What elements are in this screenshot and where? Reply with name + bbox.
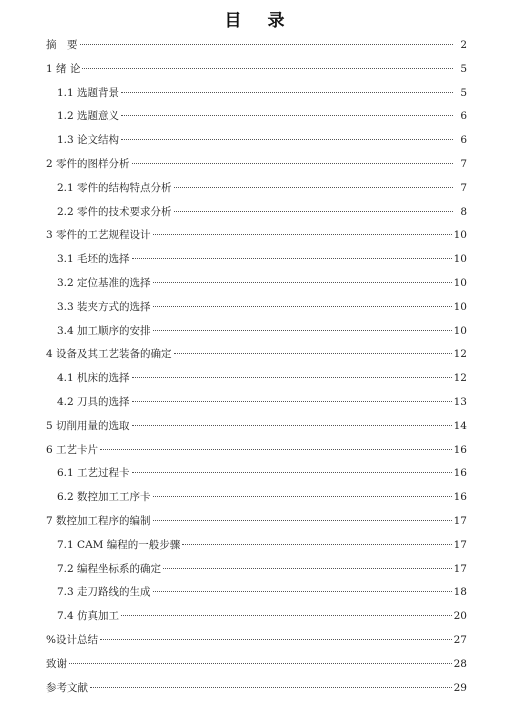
leader-dots [69, 663, 452, 664]
leader-dots [121, 615, 452, 616]
toc-entry-label: 7.3 走刀路线的生成 [57, 586, 151, 599]
toc-entry[interactable] [46, 345, 467, 363]
toc-entry-label: 3.1 毛坯的选择 [57, 253, 130, 266]
toc-entry-label: 4.1 机床的选择 [57, 372, 130, 385]
leader-dots [80, 44, 454, 45]
toc-entry-page: 5 [460, 86, 467, 99]
toc-entry-label: 参考文献 [46, 681, 88, 694]
toc-entry-page: 7 [460, 181, 467, 194]
toc-entry[interactable] [46, 631, 467, 649]
toc-entry[interactable] [57, 84, 467, 102]
toc-entry-page: 13 [453, 396, 467, 408]
leader-dots [132, 472, 452, 473]
toc-entry-page: 10 [453, 253, 467, 266]
toc-entry-label: 4.2 刀具的选择 [57, 396, 130, 408]
toc-entry[interactable] [57, 583, 467, 601]
toc-entry[interactable] [46, 155, 467, 173]
toc-entry-label: 5 切削用量的选取 [46, 419, 130, 432]
toc-entry-page: 14 [453, 419, 467, 432]
toc-entry[interactable] [57, 322, 467, 340]
leader-dots [90, 687, 452, 688]
page-title: 目 录 [224, 11, 295, 31]
toc-entry[interactable] [57, 274, 467, 292]
leader-dots [121, 139, 453, 140]
leader-dots [174, 211, 453, 212]
toc-entry[interactable] [57, 131, 467, 149]
toc-entry-label: 7.1 CAM 编程的一般步骤 [57, 538, 181, 551]
toc-entry[interactable] [57, 369, 467, 387]
toc-entry-label: 3.3 装夹方式的选择 [57, 300, 151, 313]
toc-entry[interactable] [46, 417, 467, 435]
toc-entry-label: 7 数控加工程序的编制 [46, 515, 151, 527]
toc-entry-page: 18 [453, 586, 467, 599]
toc-entry-label: 1.2 选题意义 [57, 110, 120, 123]
leader-dots [174, 353, 452, 354]
toc-entry[interactable] [46, 60, 467, 78]
leader-dots [182, 544, 451, 545]
toc-entry-page: 12 [453, 372, 467, 385]
toc-entry[interactable] [46, 512, 467, 530]
leader-dots [132, 377, 452, 378]
toc-entry-label: 7.2 编程坐标系的确定 [57, 562, 162, 575]
toc-entry-page: 16 [453, 467, 467, 480]
toc-entry[interactable] [57, 393, 467, 411]
toc-entry-page: 6 [460, 134, 467, 147]
toc-entry-label: %设计总结 [46, 634, 98, 646]
toc-entry-page: 29 [453, 681, 467, 694]
leader-dots [163, 568, 452, 569]
toc-entry[interactable] [57, 536, 467, 554]
leader-dots [153, 234, 452, 235]
toc-entry[interactable] [57, 488, 467, 506]
leader-dots [153, 282, 452, 283]
toc-entry[interactable] [57, 607, 467, 625]
leader-dots [153, 591, 452, 592]
toc-entry[interactable] [46, 226, 467, 244]
leader-dots [132, 401, 452, 402]
toc-entry-label: 1.3 论文结构 [57, 134, 120, 147]
toc-entry[interactable] [57, 464, 467, 482]
toc-entry-page: 16 [453, 491, 467, 504]
leader-dots [121, 115, 453, 116]
leader-dots [100, 449, 452, 450]
toc-entry-label: 7.4 仿真加工 [57, 610, 120, 623]
leader-dots [174, 187, 453, 188]
leader-dots [153, 330, 452, 331]
leader-dots [82, 68, 453, 69]
toc-entry-page: 10 [453, 300, 467, 313]
leader-dots [100, 639, 452, 640]
toc-entry-label: 4 设备及其工艺装备的确定 [46, 348, 172, 361]
toc-entry-label: 致谢 [46, 657, 67, 670]
toc-entry-page: 17 [453, 515, 467, 527]
toc-entry-label: 6.1 工艺过程卡 [57, 467, 130, 480]
toc-entry-page: 10 [453, 324, 467, 337]
toc-entry-page: 7 [460, 158, 467, 170]
toc-entry[interactable] [57, 560, 467, 578]
toc-entry-page: 5 [460, 62, 467, 75]
toc-entry[interactable] [57, 298, 467, 316]
toc-entry-label: 1 绪 论 [46, 62, 81, 75]
toc-entry-page: 2 [460, 39, 467, 51]
toc-entry-page: 20 [453, 610, 467, 623]
toc-entry[interactable] [57, 107, 467, 125]
toc-entry-label: 6 工艺卡片 [46, 443, 99, 456]
leader-dots [132, 258, 452, 259]
toc-entry-label: 3.2 定位基准的选择 [57, 277, 151, 289]
toc-entry-page: 8 [460, 205, 467, 218]
toc-entry[interactable] [57, 250, 467, 268]
toc-entry-page: 16 [453, 443, 467, 456]
leader-dots [153, 306, 452, 307]
toc-entry-page: 10 [453, 277, 467, 289]
leader-dots [132, 425, 452, 426]
toc-entry-label: 1.1 选题背景 [57, 86, 120, 99]
toc-entry-page: 27 [453, 634, 467, 646]
toc-entry[interactable] [57, 203, 467, 221]
leader-dots [153, 496, 452, 497]
toc-entry-label: 6.2 数控加工工序卡 [57, 491, 151, 504]
toc-entry-label: 3.4 加工顺序的安排 [57, 324, 151, 337]
toc-entry-page: 17 [453, 538, 467, 551]
toc-entry-page: 12 [453, 348, 467, 361]
leader-dots [121, 92, 453, 93]
toc-entry-page: 6 [460, 110, 467, 123]
toc-entry-label: 摘 要 [46, 39, 78, 51]
leader-dots [153, 520, 452, 521]
toc-entry[interactable] [46, 655, 467, 673]
toc-entry[interactable] [46, 679, 467, 697]
toc-entry[interactable] [57, 179, 467, 197]
toc-entry-label: 3 零件的工艺规程设计 [46, 229, 151, 242]
toc-entry-label: 2.1 零件的结构特点分析 [57, 181, 172, 194]
leader-dots [132, 163, 453, 164]
toc-entry-label: 2 零件的图样分析 [46, 158, 130, 170]
toc-entry-label: 2.2 零件的技术要求分析 [57, 205, 172, 218]
toc-entry[interactable] [46, 441, 467, 459]
toc-entry[interactable] [46, 36, 467, 54]
toc-entry-page: 10 [453, 229, 467, 242]
toc-entry-page: 28 [453, 657, 467, 670]
toc-entry-page: 17 [453, 562, 467, 575]
